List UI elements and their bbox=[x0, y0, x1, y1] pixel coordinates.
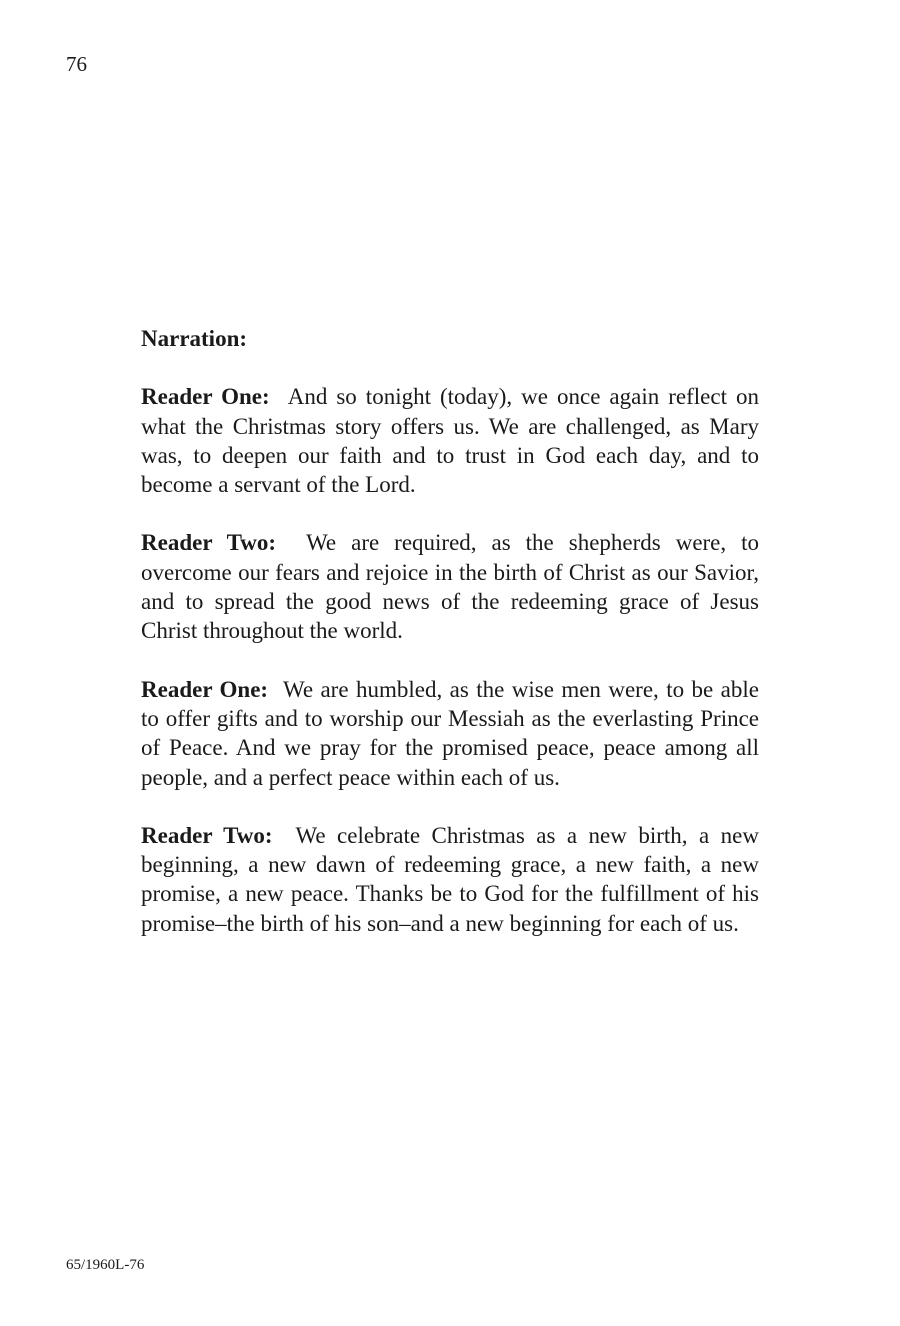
section-heading: Narration: bbox=[141, 326, 248, 351]
paragraph-text: We are humbled, as the wise men were, to be able to offer gifts and to worship our Messiah as the everlasting Prince of Peace. And we pray for the promised peace, peace among all people, and a perfect peace within each of us. bbox=[141, 676, 759, 790]
speaker-label: Reader One: bbox=[141, 676, 269, 702]
narration-section bbox=[141, 324, 759, 967]
speaker-label: Reader Two: bbox=[141, 822, 273, 848]
speaker-label: Reader One: bbox=[141, 384, 270, 410]
paragraph-text: We celebrate Christmas as a new birth, a new beginning, a new dawn of redeeming grace, a new faith, a new promise, a new peace. Thanks be to God for the fulfillment of his promise–the birth of his son–and a new beginning for each of us. bbox=[141, 822, 759, 936]
page-number: 76 bbox=[66, 52, 87, 76]
paragraph-reader-one-1 bbox=[141, 382, 759, 499]
speaker-label: Reader Two: bbox=[141, 530, 277, 556]
footer-code: 65/1960L-76 bbox=[66, 1257, 145, 1273]
paragraph-reader-two-2 bbox=[141, 821, 759, 938]
paragraph-text: And so tonight (today), we once again reflect on what the Christmas story offers us. We are challenged, as Mary was, to deepen our faith and to trust in God each day, and to become a servant of the Lord. bbox=[141, 384, 759, 498]
paragraph-reader-one-2 bbox=[141, 675, 759, 792]
paragraph-text: We are required, as the shepherds were, to overcome our fears and rejoice in the birth of Christ as our Savior, and to spread the good news of the redeeming grace of Jesus Christ throughout the world. bbox=[141, 530, 760, 644]
paragraph-reader-two-1 bbox=[141, 528, 759, 645]
